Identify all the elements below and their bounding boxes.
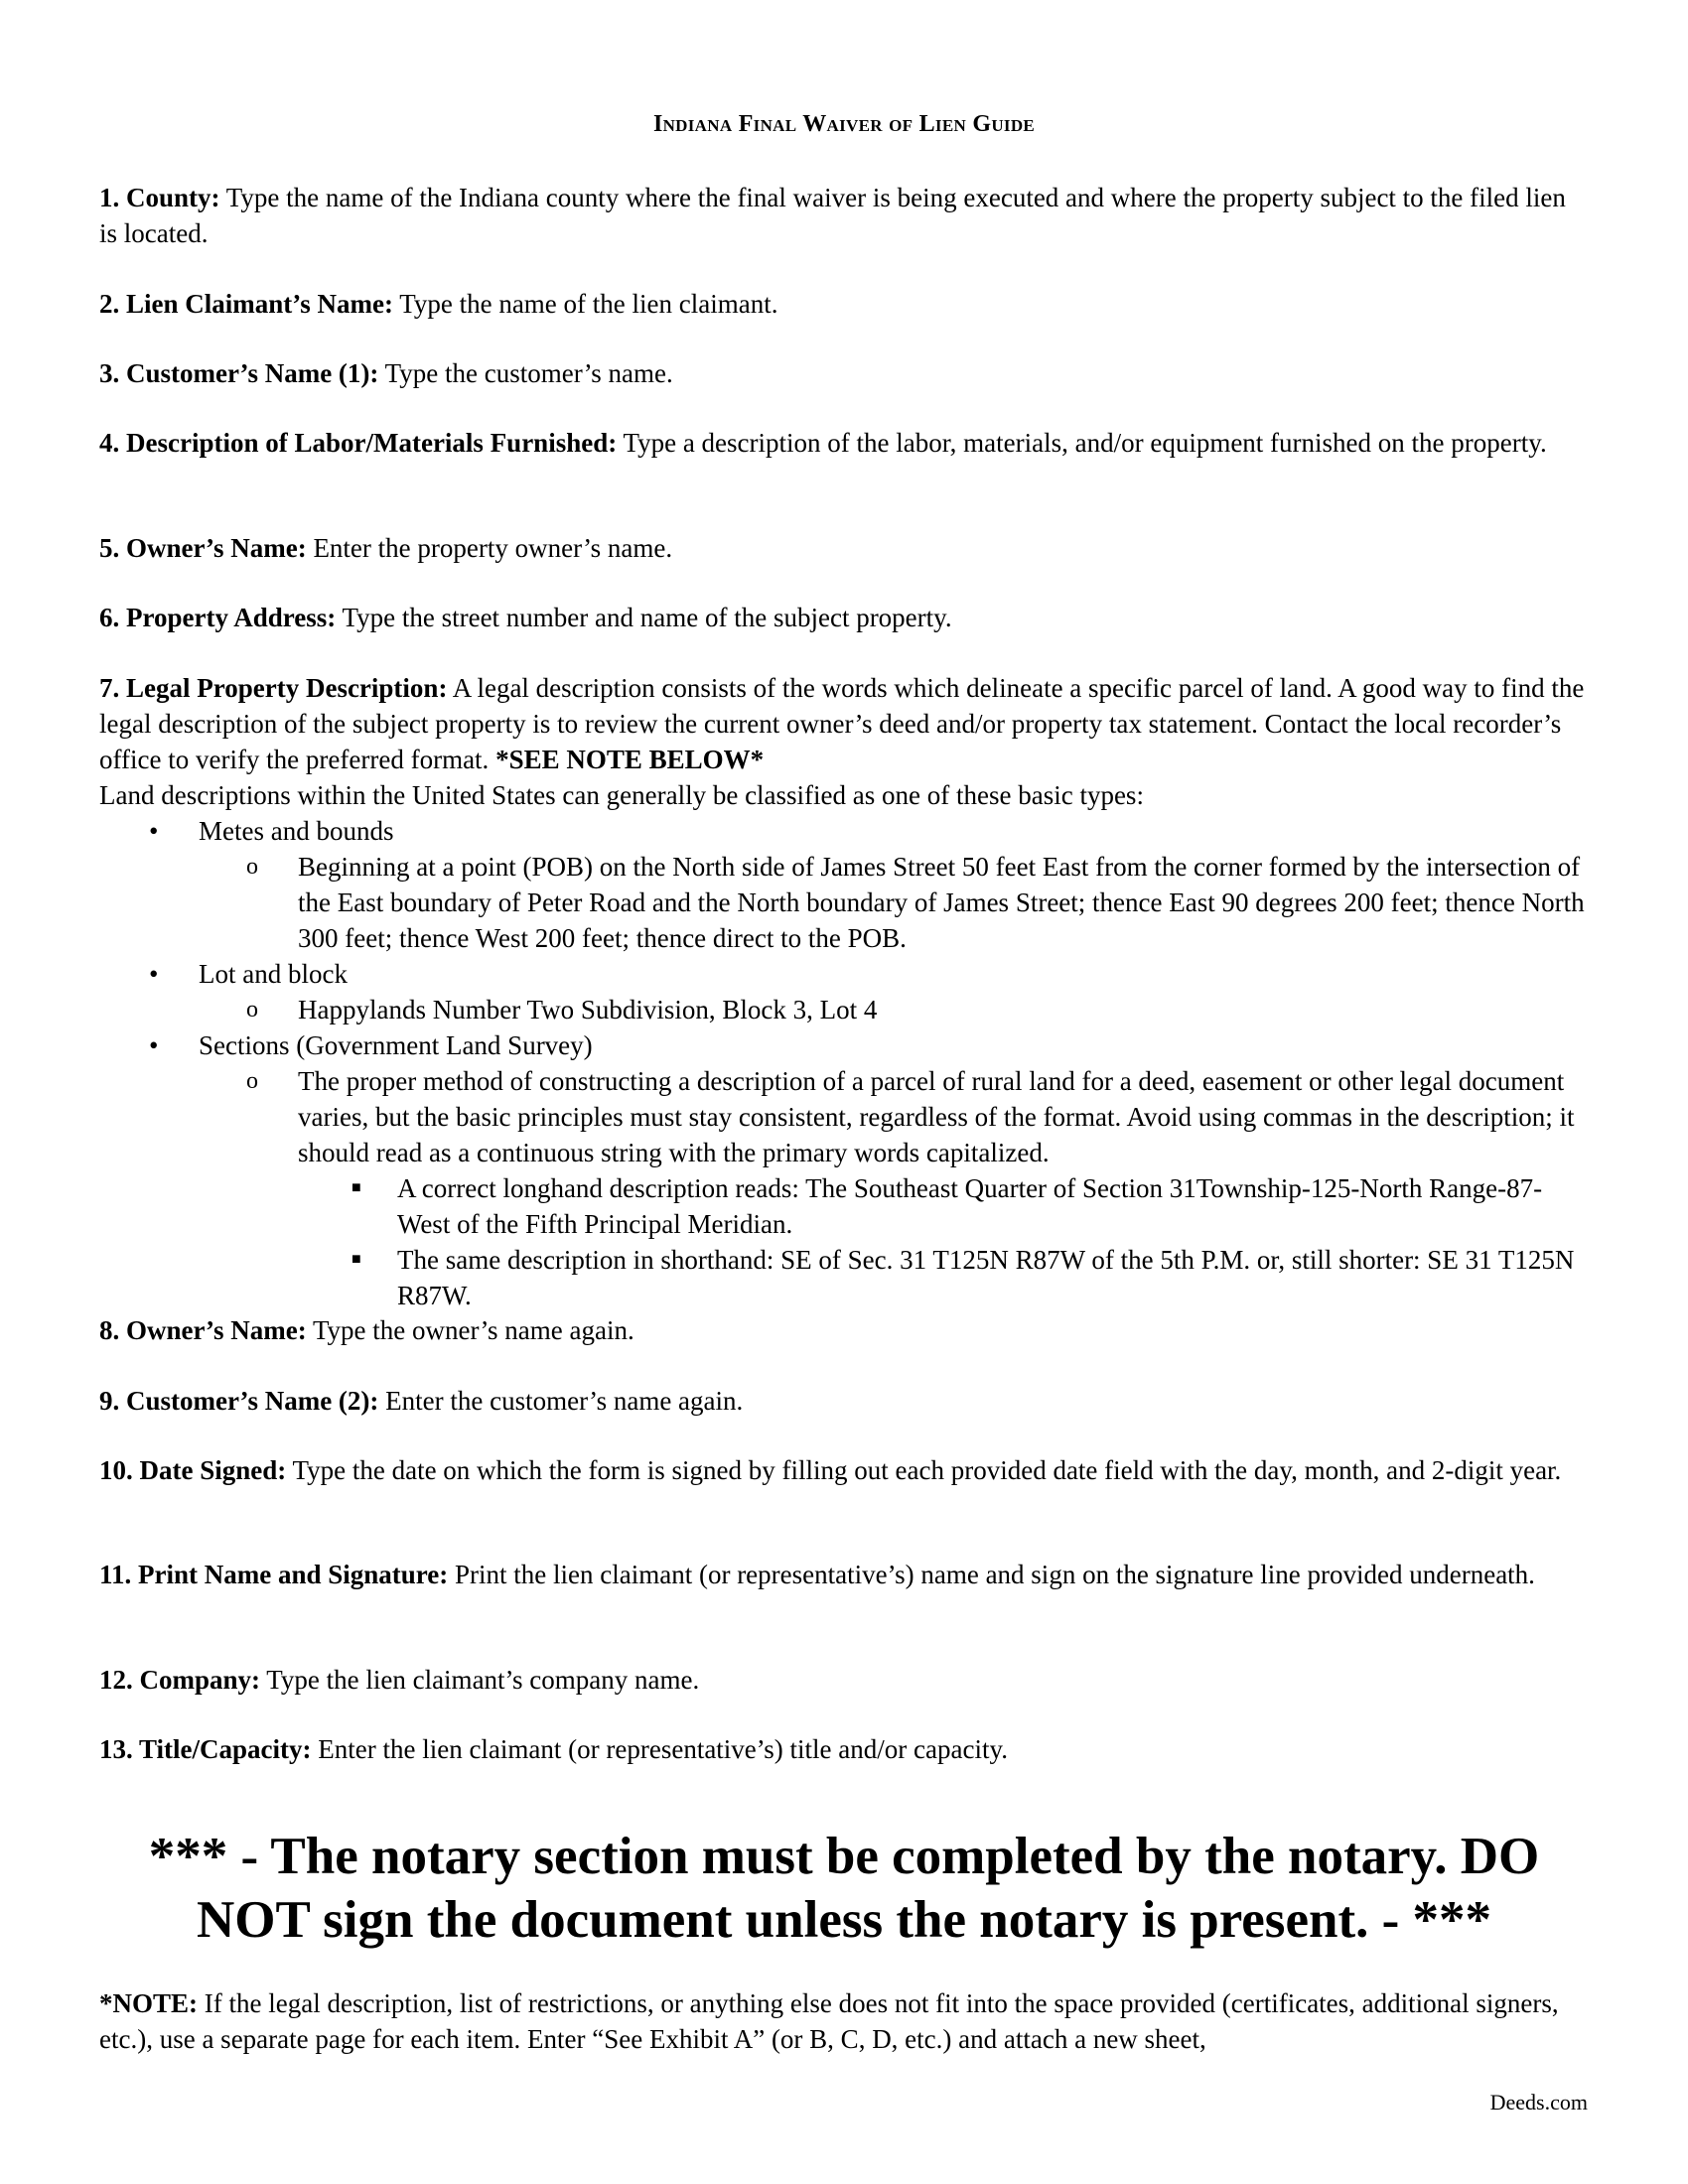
- item-label: 1. County:: [99, 183, 220, 212]
- brand-footer: Deeds.com: [1489, 2090, 1588, 2115]
- page-title: Indiana Final Waiver of Lien Guide: [652, 111, 1036, 137]
- land-description-types: [99, 813, 1589, 1313]
- guide-item-date-signed: [99, 1452, 1589, 1488]
- guide-item-county: [99, 180, 1589, 251]
- guide-item-owner-name: [99, 530, 1589, 566]
- bullet-icon: •: [149, 1030, 159, 1060]
- footnote: [99, 1985, 1589, 2057]
- guide-item-title-capacity: [99, 1731, 1589, 1767]
- square-bullet-icon: ■: [352, 1179, 361, 1196]
- item-label: 12. Company:: [99, 1665, 261, 1695]
- item-text: Type the lien claimant’s company name.: [260, 1665, 700, 1695]
- item-label: 11. Print Name and Signature:: [99, 1560, 449, 1589]
- item-text: Type the customer’s name.: [378, 358, 673, 388]
- notary-warning: *** - The notary section must be completed by the notary. DO NOT sign the document unless the notary is present. - ***: [148, 1828, 1540, 1949]
- item-text: Type the name of the Indiana county where the final waiver is being executed and where the property subject to the filed lien is located.: [99, 183, 1566, 248]
- item-label: 4. Description of Labor/Materials Furnished:: [99, 428, 618, 458]
- item-text: Enter the property owner’s name.: [306, 533, 673, 563]
- item-label: 13. Title/Capacity:: [99, 1734, 312, 1764]
- footnote-label: *NOTE:: [99, 1988, 199, 2018]
- item-label: 8. Owner’s Name:: [99, 1315, 307, 1345]
- item-label: 6. Property Address:: [99, 603, 337, 632]
- list-item: ■ A correct longhand description reads: The Southeast Quarter of Section 31Township-125-North Range-87-West of the Fifth Principal Meridian.: [99, 1170, 1589, 1242]
- item-label: 9. Customer’s Name (2):: [99, 1386, 379, 1416]
- item-label: 3. Customer’s Name (1):: [99, 358, 379, 388]
- circle-bullet-icon: o: [246, 997, 258, 1023]
- list-item: o Happylands Number Two Subdivision, Block 3, Lot 4: [99, 992, 1589, 1027]
- item-label: 7. Legal Property Description:: [99, 673, 448, 703]
- guide-item-legal-description: [99, 670, 1589, 813]
- guide-item-company: [99, 1662, 1589, 1698]
- item-text: Type the date on which the form is signed by filling out each provided date field with the day, month, and 2-digit year.: [286, 1455, 1562, 1485]
- square-bullet-icon: ■: [352, 1251, 361, 1268]
- list-item: • Lot and block: [99, 956, 1589, 992]
- list-item: o Beginning at a point (POB) on the North side of James Street 50 feet East from the corner formed by the intersection of the East boundary of Peter Road and the North boundary of James Street; thence East 90 degrees 200 feet; thence North 300 feet; thence West 200 feet; thence direct to the POB.: [99, 849, 1589, 956]
- item-text: Type a description of the labor, materials, and/or equipment furnished on the property.: [617, 428, 1547, 458]
- guide-item-owner-name-again: [99, 1312, 1589, 1348]
- circle-bullet-icon: o: [246, 1068, 258, 1094]
- guide-item-customer-name-2: [99, 1383, 1589, 1419]
- bullet-icon: •: [149, 816, 159, 846]
- guide-item-print-name-signature: [99, 1557, 1589, 1592]
- guide-item-property-address: [99, 600, 1589, 635]
- item-text: Print the lien claimant (or representative’s) name and sign on the signature line provided underneath.: [448, 1560, 1535, 1589]
- item-text: Type the name of the lien claimant.: [392, 289, 778, 319]
- list-item: • Metes and bounds: [99, 813, 1589, 849]
- list-item: • Sections (Government Land Survey): [99, 1027, 1589, 1063]
- see-note-below: *SEE NOTE BELOW*: [495, 745, 765, 774]
- item-label: 5. Owner’s Name:: [99, 533, 307, 563]
- guide-item-lien-claimant-name: [99, 286, 1589, 322]
- bullet-icon: •: [149, 959, 159, 989]
- circle-bullet-icon: o: [246, 854, 258, 880]
- item-text: Enter the lien claimant (or representative’s) title and/or capacity.: [311, 1734, 1008, 1764]
- guide-item-labor-materials: [99, 425, 1589, 461]
- item-text: Enter the customer’s name again.: [378, 1386, 744, 1416]
- list-item: ■ The same description in shorthand: SE of Sec. 31 T125N R87W of the 5th P.M. or, still shorter: SE 31 T125N R87W.: [99, 1242, 1589, 1313]
- land-description-intro: Land descriptions within the United States can generally be classified as one of these basic types:: [99, 780, 1144, 810]
- item-label: 10. Date Signed:: [99, 1455, 287, 1485]
- list-item: o The proper method of constructing a description of a parcel of rural land for a deed, easement or other legal document varies, but the basic principles must stay consistent, regardless of the format. Avoid using commas in the description; it should read as a continuous string with the primary words capitalized.: [99, 1063, 1589, 1170]
- item-text: Type the owner’s name again.: [306, 1315, 634, 1345]
- item-label: 2. Lien Claimant’s Name:: [99, 289, 393, 319]
- item-text: A legal description consists of the words which delineate a specific parcel of land. A good way to find the legal description of the subject property is to review the current owner’s deed and/or property tax statement. Contact the local recorder’s office to verify the preferred format.: [99, 673, 1585, 774]
- footnote-text: If the legal description, list of restrictions, or anything else does not fit into the space provided (certificates, additional signers, etc.), use a separate page for each item. Enter “See Exhibit A” (or B, C, D, etc.) and attach a new sheet,: [99, 1988, 1559, 2054]
- guide-item-customer-name-1: [99, 355, 1589, 391]
- item-text: Type the street number and name of the subject property.: [336, 603, 952, 632]
